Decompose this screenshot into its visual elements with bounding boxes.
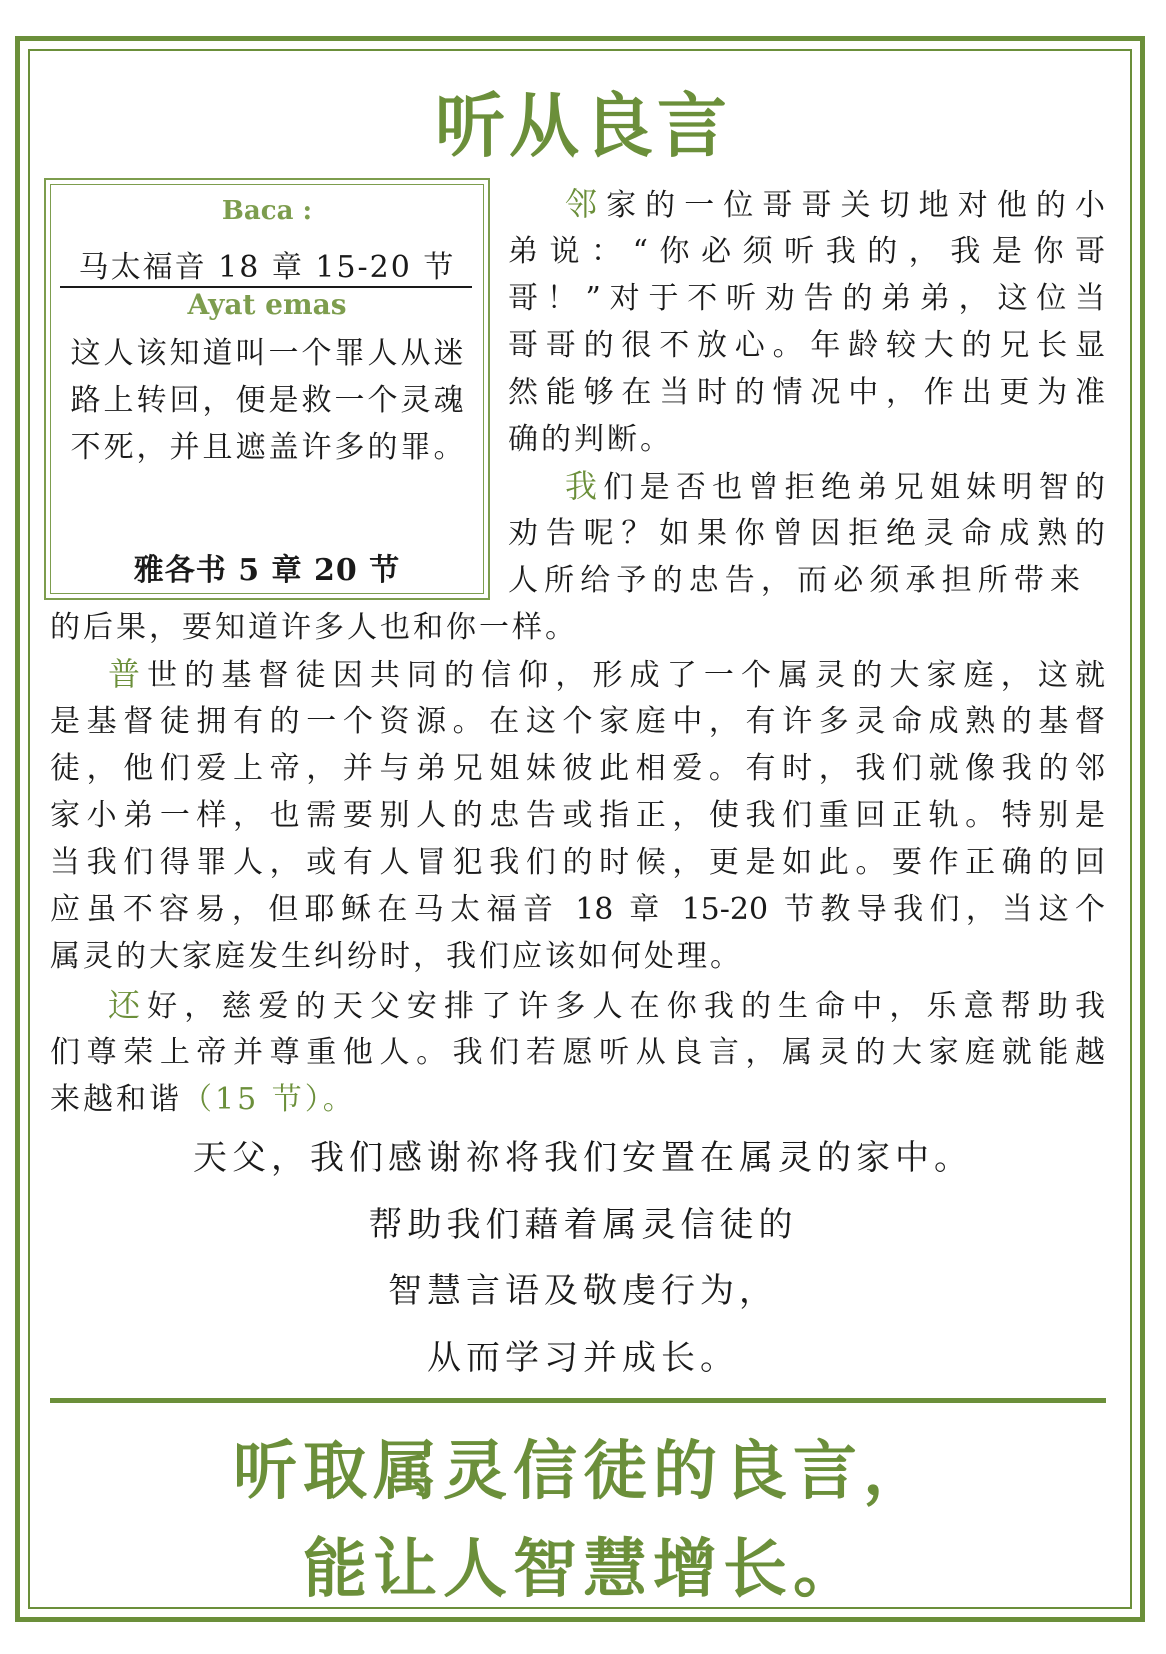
verse-citation: （15 节）。 bbox=[182, 1082, 356, 1117]
verse-text: 这人该知道叫一个罪人从迷路上转回，便是救一个灵魂不死，并且遮盖许多的罪。 bbox=[70, 336, 467, 465]
closing-line-1: 听取属灵信徒的良言， bbox=[233, 1434, 933, 1509]
page-title: 听从良言 bbox=[435, 84, 731, 167]
prayer-line-3: 智慧言语及敬虔行为， bbox=[388, 1271, 778, 1311]
prayer-line-4: 从而学习并成长。 bbox=[427, 1338, 739, 1378]
paragraph-3-line-4: 家小弟一样，也需要别人的忠告或指正，使我们重回正轨。特别是 bbox=[50, 798, 1105, 833]
paragraph-2-line-3: 人所给予的忠告，而必须承担所带来 bbox=[508, 563, 1080, 598]
paragraph-4-initial: 还 bbox=[108, 986, 148, 1024]
paragraph-2-initial: 我 bbox=[565, 467, 604, 505]
paragraph-3-line-3: 徒，他们爱上帝，并与弟兄姐妹彼此相爱。有时，我们就像我的邻 bbox=[50, 751, 1105, 786]
paragraph-1-line-2: 弟说：“你必须听我的，我是你哥 bbox=[508, 234, 1105, 269]
paragraph-3-initial: 普 bbox=[108, 655, 148, 693]
paragraph-3-line-1: 普世的基督徒因共同的信仰，形成了一个属灵的大家庭，这就 bbox=[108, 655, 1105, 693]
paragraph-1-line-1: 邻家的一位哥哥关切地对他的小 bbox=[565, 185, 1105, 223]
paragraph-4-line-2: 们尊荣上帝并尊重他人。我们若愿听从良言，属灵的大家庭就能越 bbox=[50, 1035, 1105, 1070]
paragraph-3-line-6: 应虽不容易，但耶稣在马太福音 18 章 15-20 节教导我们，当这个 bbox=[50, 892, 1105, 927]
paragraph-1-line-6: 确的判断。 bbox=[508, 422, 673, 457]
paragraph-3-line-7: 属灵的大家庭发生纠纷时，我们应该如何处理。 bbox=[50, 939, 743, 974]
paragraph-2-line-2: 劝告呢？如果你曾因拒绝灵命成熟的 bbox=[508, 516, 1105, 551]
reading-label: Baca : bbox=[221, 196, 313, 226]
verse-label: Ayat emas bbox=[187, 288, 347, 321]
paragraph-2-line-1: 我们是否也曾拒绝弟兄姐妹明智的 bbox=[565, 467, 1105, 505]
verse-reference: 雅各书 5 章 20 节 bbox=[133, 553, 401, 588]
paragraph-3-line-5: 当我们得罪人，或有人冒犯我们的时候，更是如此。要作正确的回 bbox=[50, 845, 1105, 880]
paragraph-4-line-3: 来越和谐（15 节）。 bbox=[50, 1082, 356, 1117]
prayer-line-2: 帮助我们藉着属灵信徒的 bbox=[368, 1205, 798, 1245]
reading-reference: 马太福音 18 章 15-20 节 bbox=[78, 250, 456, 285]
paragraph-3-line-2: 是基督徒拥有的一个资源。在这个家庭中，有许多灵命成熟的基督 bbox=[50, 704, 1105, 739]
prayer-line-1: 天父，我们感谢祢将我们安置在属灵的家中。 bbox=[193, 1138, 973, 1178]
paragraph-1-line-3: 哥！”对于不听劝告的弟弟，这位当 bbox=[508, 281, 1105, 316]
closing-divider bbox=[50, 1398, 1106, 1403]
closing-line-2: 能让人智慧增长。 bbox=[303, 1532, 863, 1607]
paragraph-1-line-5: 然能够在当时的情况中，作出更为准 bbox=[508, 375, 1105, 410]
paragraph-1-line-4: 哥哥的很不放心。年龄较大的兄长显 bbox=[508, 328, 1105, 363]
paragraph-2-line-4: 的后果，要知道许多人也和你一样。 bbox=[50, 610, 578, 645]
paragraph-1-initial: 邻 bbox=[565, 185, 607, 223]
paragraph-4-line-1: 还好，慈爱的天父安排了许多人在你我的生命中，乐意帮助我 bbox=[108, 986, 1105, 1024]
